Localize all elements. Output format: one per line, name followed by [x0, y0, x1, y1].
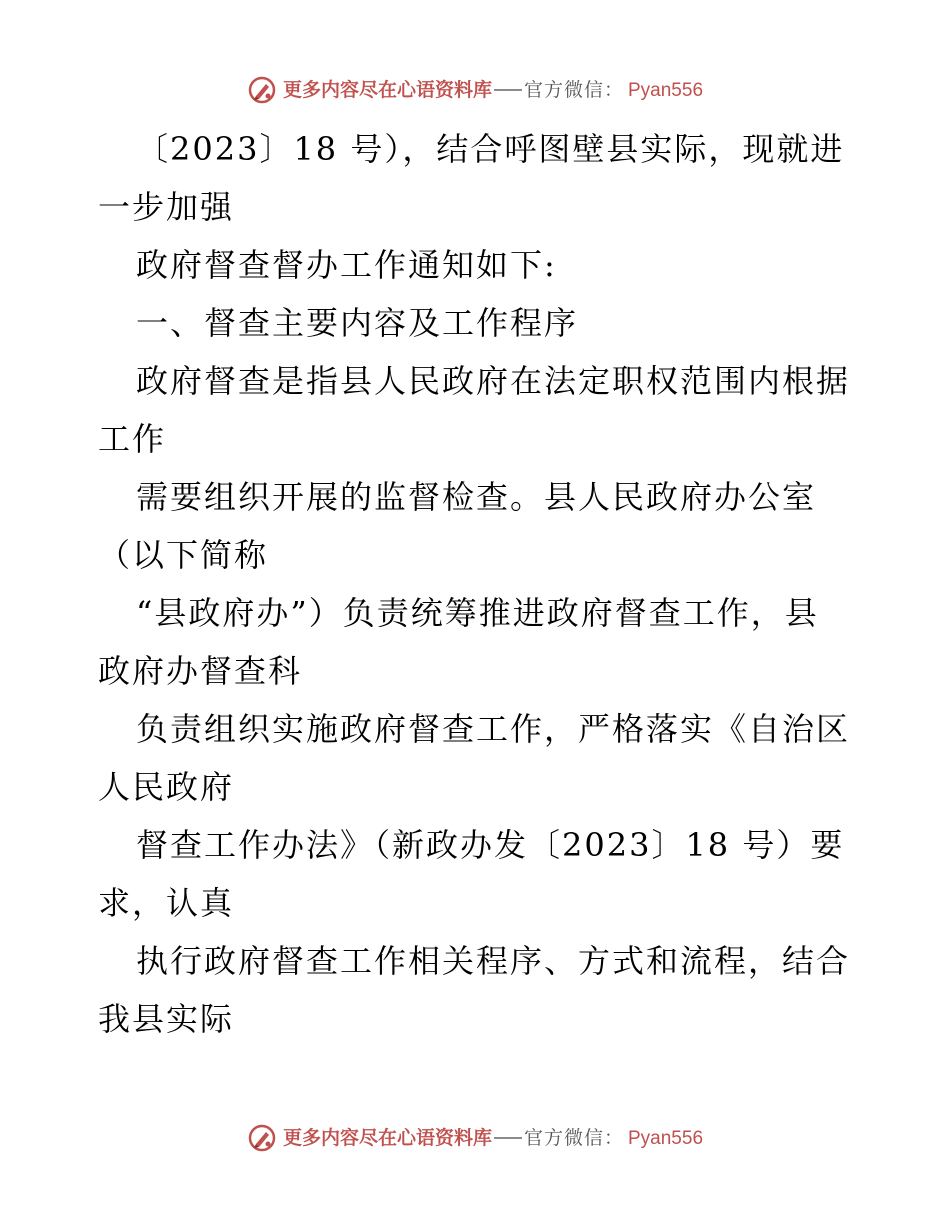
pen-logo-icon	[247, 1123, 277, 1153]
footer-brand-text: 更多内容尽在心语资料库	[282, 1126, 492, 1149]
header-brand-text: 更多内容尽在心语资料库	[282, 78, 492, 101]
footer-wechat-label: 官方微信：	[523, 1126, 624, 1149]
paragraph-line: 政府督查督办工作通知如下:	[136, 246, 557, 284]
paragraph-line: 政府督查是指县人民政府在法定职权范围内根据	[136, 362, 851, 400]
footer-dash	[494, 1137, 522, 1139]
paragraph-line: 执行政府督查工作相关程序、方式和流程，结合	[136, 942, 851, 980]
footer-wechat-id: Pyan556	[628, 1127, 704, 1149]
header-watermark	[0, 70, 950, 110]
document-body	[98, 120, 858, 1048]
paragraph-line: 政府办督查科	[98, 652, 303, 690]
paragraph-line: 需要组织开展的监督检查。县人民政府办公室	[136, 478, 817, 516]
paragraph-line: （以下简称	[98, 536, 269, 574]
section-heading: 一、督查主要内容及工作程序	[136, 304, 579, 342]
paragraph-line: 一步加强	[98, 188, 235, 226]
paragraph-line: 我县实际	[98, 1000, 235, 1038]
paragraph-line: 人民政府	[98, 768, 235, 806]
paragraph-line: 督查工作办法》（新政办发〔2023〕18 号）要	[136, 826, 845, 864]
pen-logo-icon	[247, 75, 277, 105]
header-wechat-label: 官方微信：	[523, 78, 624, 101]
header-dash	[494, 89, 522, 91]
paragraph-line: 负责组织实施政府督查工作，严格落实《自治区	[136, 710, 851, 748]
header-wechat-id: Pyan556	[628, 79, 704, 101]
paragraph-line: 〔2023〕18 号），结合呼图壁县实际，现就进	[136, 130, 845, 168]
paragraph-line: “县政府办”）负责统筹推进政府督查工作，县	[136, 594, 819, 632]
footer-watermark	[0, 1118, 950, 1158]
paragraph-line: 求，认真	[98, 884, 235, 922]
paragraph-line: 工作	[98, 420, 167, 458]
